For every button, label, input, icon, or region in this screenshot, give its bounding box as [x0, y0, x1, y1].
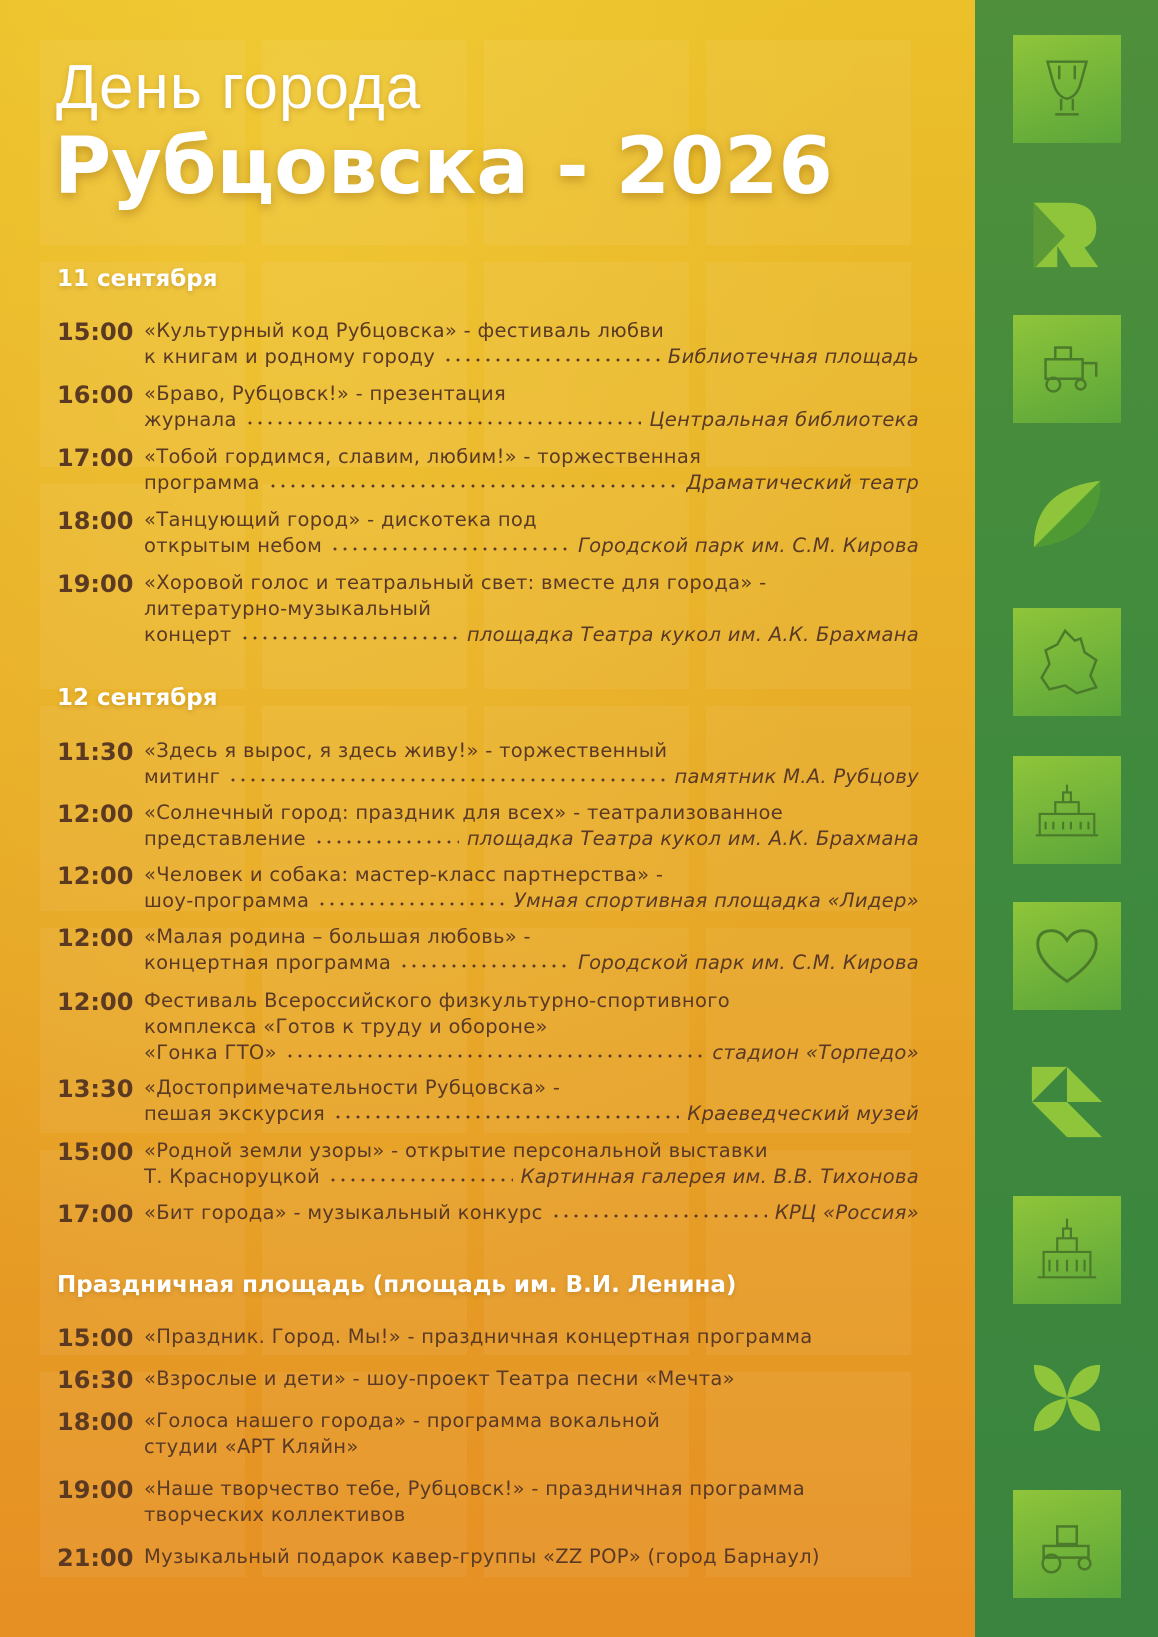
- tractor-icon: [1013, 1490, 1121, 1598]
- day2-heading: 12 сентября: [57, 685, 218, 711]
- event-text-line: «Бит города» - музыкальный конкурс: [144, 1201, 543, 1224]
- event-item: [57, 1138, 919, 1190]
- event-time: 18:00: [57, 507, 134, 535]
- event-text-line: открытым небом: [144, 534, 323, 557]
- event-description: [144, 1138, 919, 1190]
- dotted-leader: [328, 1178, 513, 1182]
- side-icon-strip: [975, 0, 1158, 1637]
- event-item: [57, 1324, 919, 1350]
- event-item: [57, 988, 919, 1066]
- event-text-line: представление: [144, 827, 306, 850]
- dotted-leader: [333, 1115, 679, 1119]
- event-text-line: к книгам и родному городу: [144, 345, 436, 368]
- event-item: [57, 1408, 919, 1460]
- petals-icon: [1013, 1344, 1121, 1452]
- tower-building-icon: [1013, 1196, 1121, 1304]
- letter-r-icon: [1013, 180, 1121, 288]
- triangles-icon: [1013, 1048, 1121, 1156]
- event-item: [57, 1476, 919, 1528]
- event-text-line: митинг: [144, 765, 221, 788]
- event-item: [57, 570, 919, 648]
- event-description: [144, 1408, 919, 1460]
- event-text-line: программа: [144, 471, 260, 494]
- event-text-line: пешая экскурсия: [144, 1102, 325, 1125]
- event-time: 16:30: [57, 1366, 134, 1394]
- event-description: [144, 924, 919, 976]
- event-venue: стадион «Торпедо»: [712, 1041, 919, 1064]
- event-description: [144, 1075, 919, 1127]
- dotted-leader: [551, 1214, 767, 1218]
- event-time: 19:00: [57, 1476, 134, 1504]
- event-venue: Краеведческий музей: [687, 1102, 919, 1125]
- event-venue: Библиотечная площадь: [667, 345, 919, 368]
- event-text-line: «Праздник. Город. Мы!» - праздничная концертная программа: [144, 1325, 813, 1348]
- event-item: [57, 1200, 919, 1226]
- event-venue: КРЦ «Россия»: [774, 1201, 919, 1224]
- dotted-leader: [443, 358, 660, 362]
- event-time: 12:00: [57, 862, 134, 890]
- event-text-line: «Человек и собака: мастер-класс партнерства» -: [144, 863, 664, 886]
- dotted-leader: [314, 840, 459, 844]
- event-venue: Центральная библиотека: [649, 408, 919, 431]
- event-time: 13:30: [57, 1075, 134, 1103]
- title-line-2: Рубцовска - 2026: [54, 122, 833, 212]
- event-text-line: «Голоса нашего города» - программа вокальной: [144, 1409, 661, 1432]
- event-time: 17:00: [57, 444, 134, 472]
- event-venue: памятник М.А. Рубцову: [674, 765, 919, 788]
- combine-harvester-icon: [1013, 315, 1121, 423]
- event-venue: площадка Театра кукол им. А.К. Брахмана: [466, 623, 919, 646]
- event-text-line: «Хоровой голос и театральный свет: вместе для города» -: [144, 571, 767, 594]
- event-text-line: литературно-музыкальный: [144, 597, 432, 620]
- event-item: [57, 800, 919, 852]
- event-item: [57, 1366, 919, 1392]
- event-text-line: «Наше творчество тебе, Рубцовск!» - праздничная программа: [144, 1477, 806, 1500]
- event-description: [144, 862, 919, 914]
- event-text-line: концерт: [144, 623, 232, 646]
- event-time: 11:30: [57, 738, 134, 766]
- event-time: 18:00: [57, 1408, 134, 1436]
- title-line-1: День города: [56, 53, 422, 122]
- event-text-line: журнала: [144, 408, 237, 431]
- event-item: [57, 318, 919, 370]
- event-item: [57, 444, 919, 496]
- day1-heading: 11 сентября: [57, 266, 218, 292]
- event-text-line: «Танцующий город» - дискотека под: [144, 508, 537, 531]
- event-item: [57, 1075, 919, 1127]
- heart-icon: [1013, 902, 1121, 1010]
- event-time: 12:00: [57, 924, 134, 952]
- event-text-line: «Достопримечательности Рубцовска» -: [144, 1076, 561, 1099]
- event-description: [144, 1324, 919, 1350]
- event-description: [144, 1200, 919, 1226]
- leaf-icon: [1013, 460, 1121, 568]
- event-text-line: «Гонка ГТО»: [144, 1041, 277, 1064]
- event-text-line: студии «АРТ Кляйн»: [144, 1435, 359, 1458]
- event-venue: Городской парк им. С.М. Кирова: [577, 951, 919, 974]
- event-time: 16:00: [57, 381, 134, 409]
- event-description: [144, 318, 919, 370]
- event-venue: площадка Театра кукол им. А.К. Брахмана: [466, 827, 919, 850]
- event-time: 15:00: [57, 1138, 134, 1166]
- event-description: [144, 507, 919, 559]
- event-time: 21:00: [57, 1544, 134, 1572]
- dotted-leader: [245, 421, 642, 425]
- event-text-line: Фестиваль Всероссийского физкультурно-спортивного: [144, 989, 730, 1012]
- square-heading: Праздничная площадь (площадь им. В.И. Ленина): [57, 1272, 737, 1298]
- event-text-line: концертная программа: [144, 951, 392, 974]
- event-description: [144, 1544, 919, 1570]
- event-text-line: «Культурный код Рубцовска» - фестиваль любви: [144, 319, 665, 342]
- event-text-line: творческих коллективов: [144, 1503, 406, 1526]
- event-text-line: «Браво, Рубцовск!» - презентация: [144, 382, 506, 405]
- dotted-leader: [330, 547, 570, 551]
- event-text-line: «Здесь я вырос, я здесь живу!» - торжественный: [144, 739, 668, 762]
- event-text-line: шоу-программа: [144, 889, 310, 912]
- event-text-line: Т. Красноруцкой: [144, 1165, 320, 1188]
- dotted-leader: [285, 1054, 705, 1058]
- event-description: [144, 738, 919, 790]
- event-time: 12:00: [57, 800, 134, 828]
- event-text-line: «Малая родина – большая любовь» -: [144, 925, 531, 948]
- event-item: [57, 507, 919, 559]
- event-item: [57, 862, 919, 914]
- event-text-line: «Родной земли узоры» - открытие персональной выставки: [144, 1139, 768, 1162]
- building-icon: [1013, 756, 1121, 864]
- event-item: [57, 1544, 919, 1570]
- event-text-line: комплекса «Готов к труду и обороне»: [144, 1015, 548, 1038]
- vase-icon: [1013, 35, 1121, 143]
- event-description: [144, 570, 919, 648]
- event-time: 19:00: [57, 570, 134, 598]
- event-time: 12:00: [57, 988, 134, 1016]
- event-venue: Городской парк им. С.М. Кирова: [577, 534, 919, 557]
- event-time: 17:00: [57, 1200, 134, 1228]
- event-time: 15:00: [57, 318, 134, 346]
- event-description: [144, 1476, 919, 1528]
- dotted-leader: [268, 484, 679, 488]
- map-outline-icon: [1013, 608, 1121, 716]
- event-text-line: «Солнечный город: праздник для всех» - театрализованное: [144, 801, 784, 824]
- event-item: [57, 381, 919, 433]
- event-item: [57, 738, 919, 790]
- event-text-line: Музыкальный подарок кавер-группы «ZZ POP» (город Барнаул): [144, 1545, 820, 1568]
- dotted-leader: [399, 964, 570, 968]
- event-text-line: «Взрослые и дети» - шоу-проект Театра песни «Мечта»: [144, 1367, 735, 1390]
- event-item: [57, 924, 919, 976]
- event-description: [144, 988, 919, 1066]
- event-venue: Умная спортивная площадка «Лидер»: [513, 889, 919, 912]
- event-venue: Драматический театр: [686, 471, 919, 494]
- dotted-leader: [240, 636, 459, 640]
- event-description: [144, 1366, 919, 1392]
- event-description: [144, 381, 919, 433]
- dotted-leader: [317, 902, 506, 906]
- event-venue: Картинная галерея им. В.В. Тихонова: [520, 1165, 919, 1188]
- dotted-leader: [228, 778, 666, 782]
- event-text-line: «Тобой гордимся, славим, любим!» - торжественная: [144, 445, 702, 468]
- event-description: [144, 444, 919, 496]
- event-time: 15:00: [57, 1324, 134, 1352]
- event-description: [144, 800, 919, 852]
